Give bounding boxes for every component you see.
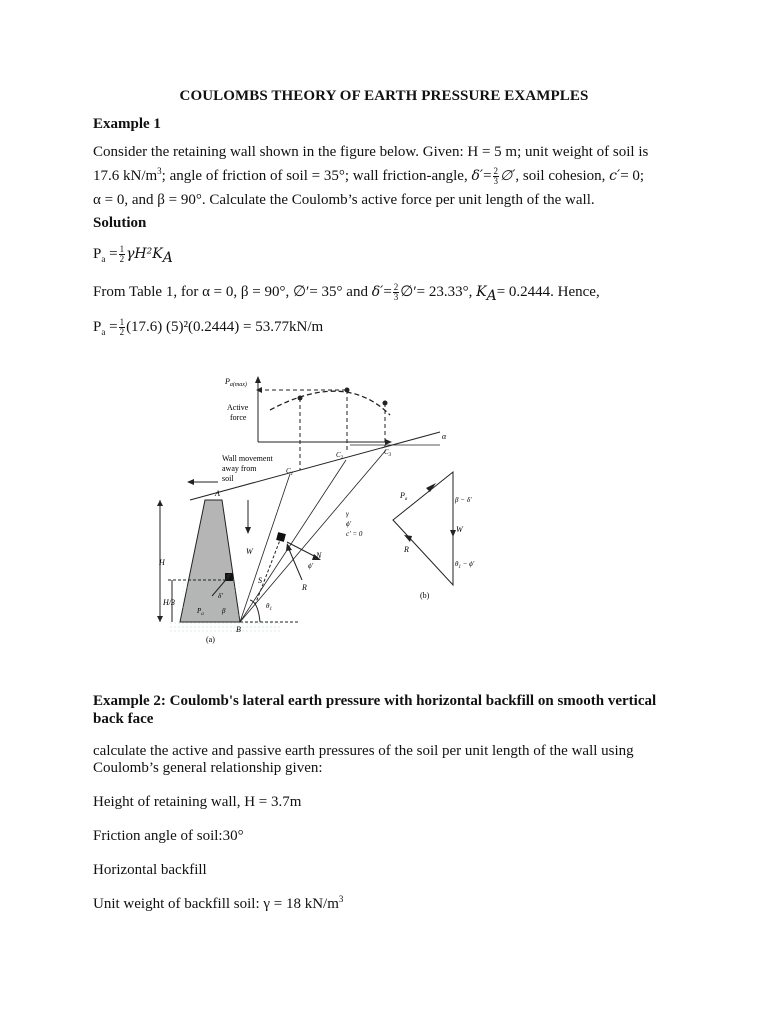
wall-movement-label: Wall movement	[222, 454, 273, 463]
c1-label: $C_1$	[286, 467, 294, 477]
soil-c-label: c′ = 0	[346, 530, 363, 538]
alpha-label: α	[442, 432, 447, 441]
theta1-label: $\theta_1$	[266, 602, 272, 612]
force-polygon	[393, 472, 453, 585]
unit-weight-given: Unit weight of backfill soil: γ = 18 $kN/m^3$	[93, 894, 344, 912]
friction-text: ; angle of friction of soil = 35°; wall friction-angle,	[161, 168, 468, 184]
table-lookup-line: From Table 1, for α = 0, β = 90°, ∅′= 35° and δ′= $\frac{2}{3}$ ∅′= 23.33°, $K_A= 0.2444$. Hence,	[93, 282, 600, 304]
calculation-line: $P_a$ = $\frac{1}{2}$ (17.6) (5)²(0.2444) = 53.77kN/m	[93, 317, 324, 337]
beta-minus-delta-label: β − δ′	[455, 496, 472, 504]
svg-text:soil: soil	[222, 474, 234, 483]
fraction-1-2: $\frac{1}{2}$	[119, 244, 125, 264]
pa-max-label: $P_{a(max)}$	[225, 377, 247, 388]
friction-given: Friction angle of soil:30°	[93, 828, 244, 844]
h-third-label: H/3	[163, 598, 175, 607]
active-force-label: Active	[227, 403, 249, 412]
c-prime-symbol: c′	[609, 168, 621, 184]
height-h-label: H	[159, 558, 165, 567]
phi-symbol: ∅′	[500, 168, 516, 184]
solution-heading: Solution	[93, 215, 147, 231]
r-label: R	[302, 583, 307, 592]
s-label: S	[258, 576, 262, 585]
caption-b: (b)	[420, 591, 430, 600]
example1-paragraph	[93, 140, 683, 212]
force-r-label: R	[404, 545, 409, 554]
example1-line3: α = 0, and β = 90°. Calculate the Coulomb’s active force per unit length of the wall.	[93, 192, 595, 208]
phi-angle-label: ϕ′	[308, 562, 314, 570]
example1-line1: Consider the retaining wall shown in the figure below. Given: H = 5 m; unit weight of soil is	[93, 144, 649, 160]
cohesion-value: = 0;	[620, 168, 645, 184]
svg-text:away from: away from	[222, 464, 257, 473]
beta-angle-label: β	[222, 607, 226, 615]
example1-line2: 17.6 $kN/m^3$; angle of friction of soil = 35°; wall friction-angle, δ′= $\frac{2}{3}$ ∅′, soil cohesion, c′= 0;	[93, 166, 645, 187]
example2-heading: Example 2: Coulomb's lateral earth pressure with horizontal backfill on smooth vertical back face	[93, 693, 657, 727]
c2-label: $C_2$	[336, 451, 344, 461]
svg-text:force: force	[230, 413, 247, 422]
cube-superscript: 3	[157, 166, 162, 176]
soil-gamma-label: γ	[346, 510, 349, 518]
force-w-label: W	[456, 525, 463, 534]
force-pa-label: $P_a$	[400, 491, 408, 502]
n-label: N	[316, 551, 322, 560]
page-title: COULOMBS THEORY OF EARTH PRESSURE EXAMPLES	[179, 88, 589, 104]
height-given: Height of retaining wall, H = 3.7m	[93, 794, 302, 810]
delta-symbol: δ′	[471, 168, 484, 184]
coulomb-wedge-figure	[150, 370, 475, 650]
caption-a: (a)	[206, 635, 215, 644]
backfill-given: Horizontal backfill	[93, 862, 207, 878]
theta-minus-phi-label: $\theta_1 - \phi'$	[455, 560, 475, 570]
point-a-label: A	[215, 489, 220, 498]
weight-w-label: W	[246, 547, 253, 556]
delta-angle-label: δ′	[218, 592, 223, 600]
example2-intro: calculate the active and passive earth pressures of the soil per unit length of the wall using Coulomb’s general relationship given:	[93, 743, 634, 776]
active-force-curve	[270, 391, 390, 415]
formula-pa: $P_a$ = $\frac{1}{2}$ $\gamma H^2K_A$	[93, 244, 173, 266]
c3-label: $C_3$	[384, 448, 392, 458]
pa-label: $P_a$	[197, 607, 204, 617]
soil-phi-label: ϕ′	[346, 520, 352, 528]
unit-weight-text: 17.6 kN/m	[93, 168, 158, 184]
fraction-2-3: $\frac{2}{3}$	[493, 166, 499, 187]
point-b-label: B	[236, 625, 241, 634]
example1-heading: Example 1	[93, 116, 161, 132]
cohesion-text: , soil cohesion,	[515, 168, 606, 184]
